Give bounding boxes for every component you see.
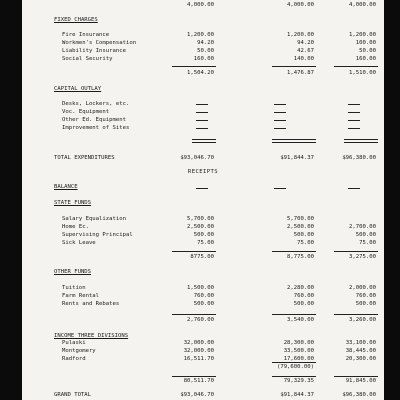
income-total-col2: 79,329.35 xyxy=(283,378,314,384)
blank-dash xyxy=(348,120,360,121)
total-expenditures-row xyxy=(22,154,384,163)
subtotal-rule xyxy=(272,314,316,315)
subtotal-rule xyxy=(192,142,216,143)
blank-dash xyxy=(274,104,286,105)
subtotal-rule xyxy=(172,251,216,252)
state-total-col1: 8775.00 xyxy=(190,254,214,260)
state-row xyxy=(22,239,384,248)
state-row-col2: 2,500.00 xyxy=(287,224,314,230)
state-row-col1: 500.00 xyxy=(193,232,214,238)
grand-total-col3: $96,380.00 xyxy=(342,392,376,398)
section-state-funds: STATE FUNDS xyxy=(54,200,92,206)
state-row-col3: 2,700.00 xyxy=(349,224,376,230)
state-row-col2: 75.00 xyxy=(297,240,314,246)
other-row-col2: 2,280.00 xyxy=(287,285,314,291)
other-row-col1: 500.00 xyxy=(193,301,214,307)
fixed-row-col1: 160.00 xyxy=(193,56,214,62)
other-total-col1: 2,760.00 xyxy=(187,317,214,323)
top-col3: 4,000.00 xyxy=(349,2,376,8)
income-total-row xyxy=(22,377,384,386)
blank-dash xyxy=(348,188,360,189)
subtotal-rule xyxy=(272,362,316,363)
blank-dash xyxy=(274,120,286,121)
blank-dash xyxy=(196,188,208,189)
subtotal-rule xyxy=(334,251,378,252)
income-row-col2: 28,300.00 xyxy=(283,340,314,346)
fixed-row-col3: 160.00 xyxy=(355,56,376,62)
income-row-col3: 20,300.00 xyxy=(345,356,376,362)
capital-row-label: Desks, Lockers, etc. xyxy=(62,101,130,107)
fixed-row-col3: 50.00 xyxy=(359,48,376,54)
section-income-three-divisions: INCOME THREE DIVISIONS xyxy=(54,333,129,339)
state-row-label: Supervising Principal xyxy=(62,232,133,238)
top-col1: 4,000.00 xyxy=(187,2,214,8)
top-col2: 4,000.00 xyxy=(287,2,314,8)
subtotal-rule xyxy=(334,66,378,67)
state-row-col3: 75.00 xyxy=(359,240,376,246)
other-total-col3: 3,260.00 xyxy=(349,317,376,323)
income-row-col3: 33,100.00 xyxy=(345,340,376,346)
state-row-col1: 2,500.00 xyxy=(187,224,214,230)
income-row-label: Montgomery xyxy=(62,348,96,354)
state-row-col1: 5,700.00 xyxy=(187,216,214,222)
subtotal-rule xyxy=(344,139,378,140)
other-row-label: Farm Rental xyxy=(62,293,100,299)
fixed-row-col2: 1,200.00 xyxy=(287,32,314,38)
other-row-col3: 760.00 xyxy=(355,293,376,299)
fixed-row-col1: 94.20 xyxy=(197,40,214,46)
other-row-col2: 500.00 xyxy=(293,301,314,307)
grand-total-label: GRAND TOTAL xyxy=(54,392,92,398)
income-row-col1: 16,511.70 xyxy=(183,356,214,362)
subtotal-rule xyxy=(272,66,316,67)
grand-total-row xyxy=(22,391,384,400)
state-row-col2: 5,700.00 xyxy=(287,216,314,222)
section-fixed-charges: FIXED CHARGES xyxy=(54,17,98,23)
blank-dash xyxy=(196,112,208,113)
income-row-col2: 17,600.00 xyxy=(283,356,314,362)
blank-dash xyxy=(274,128,286,129)
fixed-row-col2: 140.00 xyxy=(293,56,314,62)
state-row-label: Home Ec. xyxy=(62,224,89,230)
capital-row-label: Improvement of Sites xyxy=(62,125,130,131)
blank-dash xyxy=(196,128,208,129)
fixed-total-col3: 1,510.00 xyxy=(349,70,376,76)
fixed-total-col2: 1,476.87 xyxy=(287,70,314,76)
state-row-label: Salary Equalization xyxy=(62,216,126,222)
subtotal-rule xyxy=(272,251,316,252)
income-row-label: Pulaski xyxy=(62,340,86,346)
fixed-row-col3: 1,200.00 xyxy=(349,32,376,38)
state-row-col2: 500.00 xyxy=(293,232,314,238)
state-row-label: Sick Leave xyxy=(62,240,96,246)
subtotal-rule xyxy=(334,314,378,315)
grand-total-col2: $91,844.37 xyxy=(280,392,314,398)
income-total-col1: 80,511.70 xyxy=(183,378,214,384)
blank-dash xyxy=(196,104,208,105)
state-total-col2: 8,775.00 xyxy=(287,254,314,260)
total-expenditures-label: TOTAL EXPENDITURES xyxy=(54,155,115,161)
income-row-col1: 32,000.00 xyxy=(183,348,214,354)
state-total-row xyxy=(22,253,384,262)
income-row-col2: (79,600.00) xyxy=(276,364,314,370)
other-row-col1: 760.00 xyxy=(193,293,214,299)
total-expenditures-col1: $93,046.70 xyxy=(180,155,214,161)
state-total-col3: 3,275.00 xyxy=(349,254,376,260)
capital-row-label: Other Ed. Equipment xyxy=(62,117,126,123)
subtotal-rule xyxy=(272,139,316,140)
fixed-total-row xyxy=(22,69,384,78)
fixed-row-col3: 100.00 xyxy=(355,40,376,46)
subtotal-rule xyxy=(172,66,216,67)
capital-row-label: Voc. Equipment xyxy=(62,109,110,115)
grand-total-col1: $93,046.70 xyxy=(180,392,214,398)
state-row-col3: 500.00 xyxy=(355,232,376,238)
receipts-heading: RECEIPTS xyxy=(187,169,219,175)
other-row-col3: 500.00 xyxy=(355,301,376,307)
subtotal-rule xyxy=(172,314,216,315)
other-row-label: Tuition xyxy=(62,285,86,291)
budget-page xyxy=(22,0,384,400)
blank-dash xyxy=(274,188,286,189)
fixed-row-label: Liability Insurance xyxy=(62,48,126,54)
blank-dash xyxy=(348,112,360,113)
fixed-row-col1: 50.00 xyxy=(197,48,214,54)
balance-label: BALANCE xyxy=(54,184,78,190)
state-row-col1: 75.00 xyxy=(197,240,214,246)
fixed-row-col2: 94.20 xyxy=(297,40,314,46)
subtotal-rule xyxy=(344,142,378,143)
income-row-col3: 38,445.00 xyxy=(345,348,376,354)
fixed-row-col2: 42.67 xyxy=(297,48,314,54)
other-row xyxy=(22,300,384,309)
fixed-row-label: Fire Insurance xyxy=(62,32,110,38)
section-other-funds: OTHER FUNDS xyxy=(54,269,92,275)
income-row xyxy=(22,363,384,372)
other-row-col1: 1,500.00 xyxy=(187,285,214,291)
fixed-row-col1: 1,200.00 xyxy=(187,32,214,38)
section-capital-outlay: CAPITAL OUTLAY xyxy=(54,86,102,92)
other-row-col2: 760.00 xyxy=(293,293,314,299)
other-total-col2: 3,540.00 xyxy=(287,317,314,323)
other-row-col3: 2,000.00 xyxy=(349,285,376,291)
fixed-row-label: Social Security xyxy=(62,56,113,62)
blank-dash xyxy=(274,112,286,113)
income-total-col3: 91,845.00 xyxy=(345,378,376,384)
income-row-col2: 33,500.00 xyxy=(283,348,314,354)
blank-dash xyxy=(348,128,360,129)
subtotal-rule xyxy=(192,139,216,140)
fixed-row xyxy=(22,55,384,64)
fixed-total-col1: 1,504.20 xyxy=(187,70,214,76)
blank-dash xyxy=(196,120,208,121)
subtotal-rule xyxy=(272,142,316,143)
total-expenditures-col2: $91,844.37 xyxy=(280,155,314,161)
total-expenditures-col3: $96,380.00 xyxy=(342,155,376,161)
top-total-row xyxy=(22,1,384,10)
blank-dash xyxy=(348,104,360,105)
other-row-label: Rents and Rebates xyxy=(62,301,120,307)
income-row-label: Radford xyxy=(62,356,86,362)
income-row-col1: 32,000.00 xyxy=(183,340,214,346)
fixed-row-label: Workmen's Compensation xyxy=(62,40,137,46)
other-total-row xyxy=(22,316,384,325)
